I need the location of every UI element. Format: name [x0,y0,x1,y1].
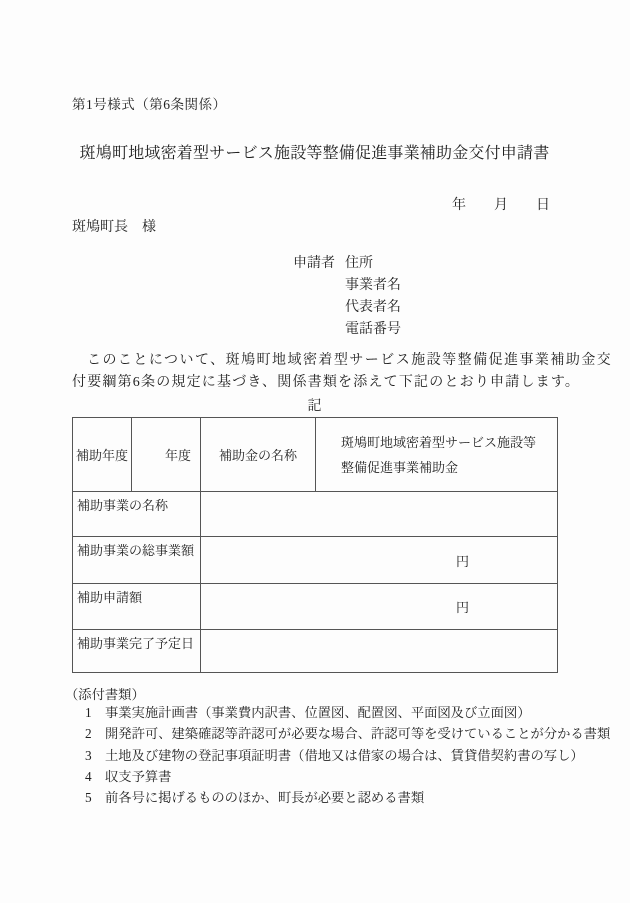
requested-amount-label-cell: 補助申請額 [73,584,201,630]
record-heading: 記 [307,399,322,414]
body-paragraph: このことについて、斑鳩町地域密着型サービス施設等整備促進事業補助金交付要綱第6条の規定に基づき、関係書類を添えて下記のとおり申請します。 [72,353,612,390]
attachment-item-text: 前各号に掲げるもののほか、町長が必要と認める書類 [105,790,425,806]
attachment-item-number: 1 [85,705,92,720]
table-row-project-name [73,492,558,537]
fiscal-year-label-cell: 補助年度 [73,418,132,492]
attachment-item-5 [85,787,625,808]
attachment-item-number: 2 [85,726,92,742]
subsidy-name-line2: 整備促進事業補助金 [341,459,459,475]
completion-date-value-cell [201,630,558,673]
document-title: 斑鳩町地域密着型サービス施設等整備促進事業補助金交付申請書 [79,145,550,162]
attachment-item-1 [85,702,625,723]
attachment-item-number: 3 [85,747,92,763]
table-row-completion-date [73,630,558,673]
subsidy-name-label-cell: 補助金の名称 [201,418,316,492]
total-cost-value-cell: 円 [201,537,558,584]
attachment-item-3 [85,745,625,766]
attachment-item-number: 4 [85,768,92,784]
attachments-heading: （添付書類） [65,687,145,702]
attachment-item-number: 5 [85,790,92,806]
attachment-item-4 [85,766,625,787]
applicant-field-address: 住所 [345,256,373,271]
project-name-value-cell [201,492,558,537]
attachment-item-text: 事業実施計画書（事業費内訳書、位置図、配置図、平面図及び立面図） [105,705,531,720]
subsidy-name-line1: 斑鳩町地域密着型サービス施設等 [341,434,537,450]
table-row-requested-amount [73,584,558,630]
applicant-label: 申請者 [293,256,335,271]
attachment-item-text: 収支予算書 [105,768,172,784]
project-name-label-cell: 補助事業の名称 [73,492,201,537]
date-line: 年 月 日 [452,198,550,213]
subsidy-name-value-cell [316,418,558,492]
applicant-fields [345,253,401,341]
attachment-item-text: 土地及び建物の登記事項証明書（借地又は借家の場合は、賃貸借契約書の写し） [105,747,584,763]
fiscal-year-value-cell: 年度 [132,418,201,492]
addressee: 斑鳩町長 様 [72,220,156,235]
applicant-field-business-name: 事業者名 [345,278,401,293]
attachment-item-2 [85,723,625,744]
table-row-total-project-cost [73,537,558,584]
completion-date-label-cell: 補助事業完了予定日 [73,630,201,673]
table-row-fiscal-year [73,418,558,492]
applicant-field-phone-number: 電話番号 [345,322,401,337]
applicant-block [293,253,401,341]
requested-amount-value-cell: 円 [201,584,558,630]
application-table [72,417,558,673]
applicant-field-representative-name: 代表者名 [345,300,401,315]
total-cost-label-cell: 補助事業の総事業額 [73,537,201,584]
form-number: 第1号様式（第6条関係） [72,97,227,112]
attachment-list [85,702,625,808]
attachment-item-text: 開発許可、建築確認等許認可が必要な場合、許認可等を受けていることが分かる書類 [105,726,611,742]
